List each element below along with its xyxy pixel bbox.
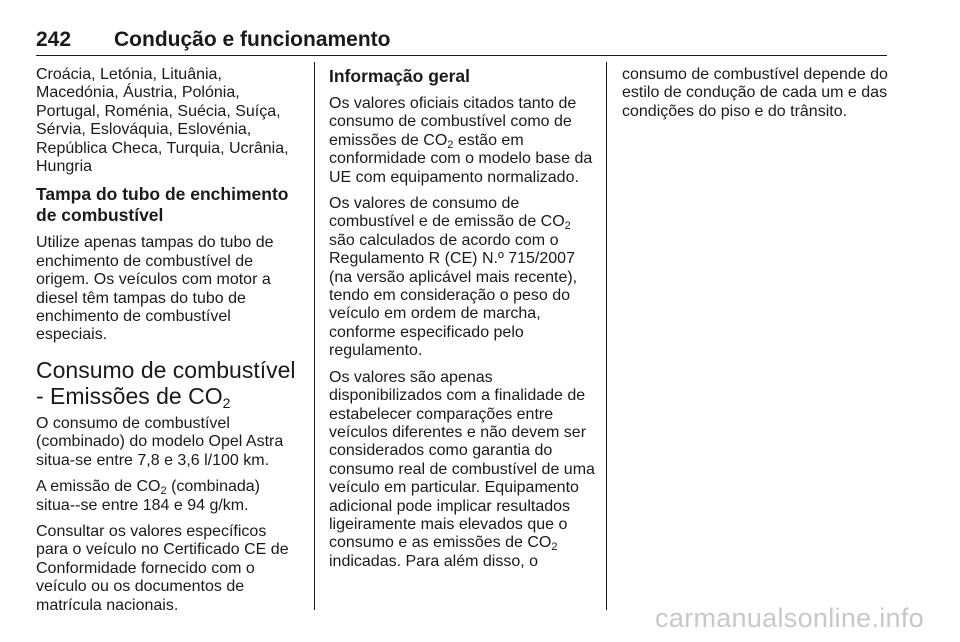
fuel-cap-text: Utilize apenas tampas do tubo de enchimento de combustível de origem. Os veículos com motor a diesel têm tampas do tubo de enchimento de combustível especiais. bbox=[36, 234, 274, 344]
column-divider-1 bbox=[314, 62, 315, 610]
driving-style-text: consumo de combustível depende do estilo de condução de cada um e das condições do piso e do trânsito. bbox=[622, 66, 888, 120]
official-values-text: Os valores oficiais citados tanto de consumo de combustível como de emissões de $CO_2$ estão em conformidade com o modelo base da UE com equipamento normalizado. bbox=[329, 95, 593, 186]
calculation-text: Os valores de consumo de combustível e de emissão de $CO_2$ são calculados de acordo com o Regulamento R (CE) N.º 715/2007 (na versão aplicável mais recente), tendo em consideração o peso do veículo em ordem de marcha, conforme especificado pelo regulamento. bbox=[329, 195, 578, 360]
heading-fuel-cap: Tampa do tubo de enchimento de combustível bbox=[36, 184, 289, 226]
column-1 bbox=[36, 66, 302, 623]
comparison-text: Os valores são apenas disponibilizados com a finalidade de estabelecer comparações entre veículos diferentes e não devem ser considerados como garantia do consumo real de combustível de uma veículo em particular. Equipamento adicional pode implicar resultados ligeiramente mais elevados que o consumo e as emissões de $CO_2$ indicadas. Para além disso, o bbox=[329, 368, 595, 570]
consumption-text: O consumo de combustível (combinado) do modelo Opel Astra situa-se entre 7,8 e 3,6 l/100 km. bbox=[36, 414, 284, 469]
header-rule bbox=[36, 55, 887, 56]
certificate-text: Consultar os valores específicos para o veículo no Certificado CE de Conformidade fornecido com o veículo ou os documentos de matrícula nacionais. bbox=[36, 522, 289, 614]
column-divider-2 bbox=[606, 62, 607, 610]
chapter-title: Condução e funcionamento bbox=[114, 28, 391, 51]
emission-text: A emissão de $CO_2$ (combinada) situa--se entre 184 e 94 g/km. bbox=[36, 478, 260, 514]
column-3 bbox=[622, 66, 890, 129]
watermark: carmanualsonline.info bbox=[655, 603, 924, 633]
column-2 bbox=[329, 66, 597, 579]
heading-fuel-consumption: Consumo de combustível - Emissões de $CO_2$ bbox=[36, 356, 296, 411]
country-list: Croácia, Letónia, Lituânia, Macedónia, Áustria, Polónia, Portugal, Roménia, Suécia, Suíça, Sérvia, Eslováquia, Eslovénia, República Checa, Turquia, Ucrânia, Hungria bbox=[36, 66, 289, 176]
page-header bbox=[36, 28, 886, 52]
page-number: 242 bbox=[36, 28, 72, 51]
heading-general-info: Informação geral bbox=[329, 66, 471, 86]
